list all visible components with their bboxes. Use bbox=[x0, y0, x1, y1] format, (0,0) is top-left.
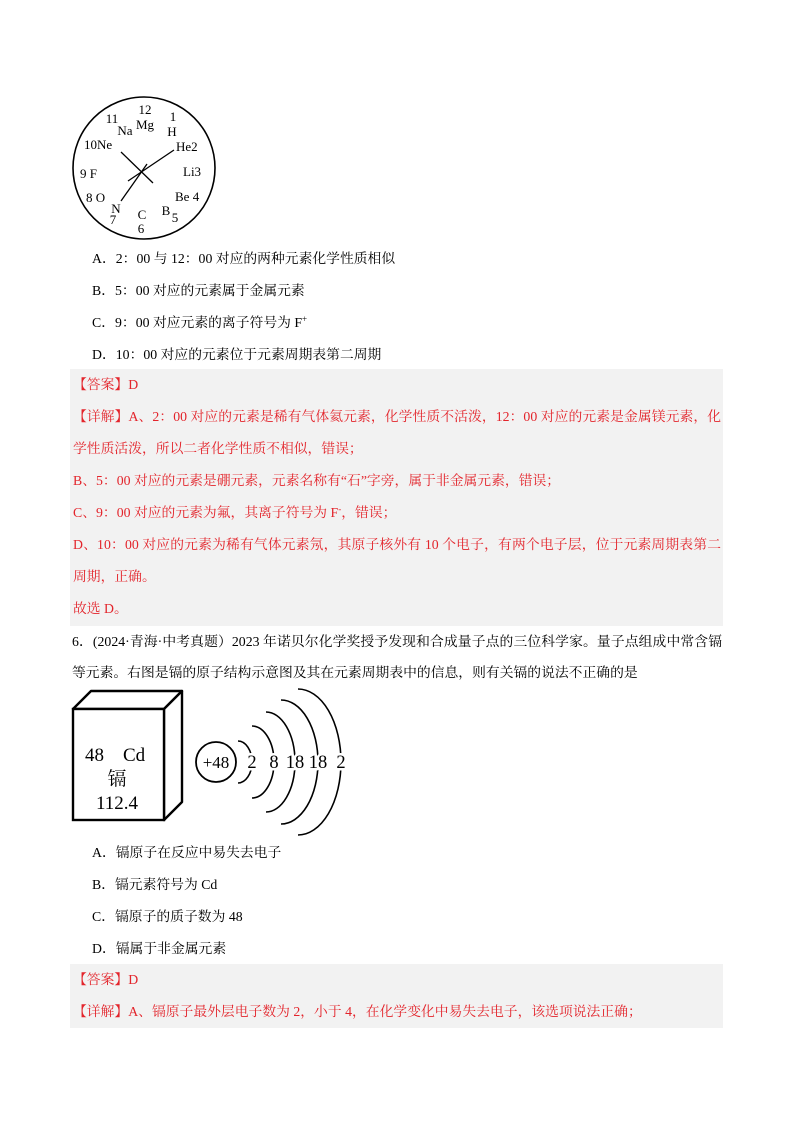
nucleus-charge: +48 bbox=[202, 753, 230, 772]
clock-hand-minute bbox=[121, 164, 147, 201]
q6-options bbox=[92, 837, 712, 965]
detail-text: 故选 D。 bbox=[73, 601, 128, 616]
option-letter: C． bbox=[92, 315, 115, 330]
q5-detail-line bbox=[73, 593, 721, 625]
option-text: 10：00 对应的元素位于元素周期表第二周期 bbox=[115, 347, 382, 362]
ion-charge-superscript: + bbox=[302, 314, 308, 324]
detail-text: A、镉原子最外层电子数为 2，小于 4，在化学变化中易失去电子，该选项说法正确； bbox=[128, 1004, 642, 1019]
q6-option-c bbox=[92, 901, 712, 933]
clock-label-he: He2 bbox=[176, 139, 198, 154]
q5-answer bbox=[73, 369, 721, 401]
q6-option-b bbox=[92, 869, 712, 901]
option-letter: D． bbox=[92, 941, 116, 956]
element-card bbox=[73, 691, 182, 820]
q6-option-a bbox=[92, 837, 712, 869]
answer-label: 【答案】 bbox=[73, 377, 129, 392]
card-side-face bbox=[164, 691, 182, 820]
q6-stem bbox=[72, 626, 722, 688]
shell-electron-count: 18 bbox=[308, 753, 328, 773]
q6-answer bbox=[73, 964, 721, 996]
option-letter: D． bbox=[92, 347, 116, 362]
q5-options bbox=[92, 243, 712, 371]
detail-text: 周期，正确。 bbox=[73, 569, 156, 584]
q6-stem-line: 6．(2024·青海·中考真题）2023 年诺贝尔化学奖授予发现和合成量子点的三位科学家。量子点组成中常含镉 bbox=[72, 634, 722, 649]
clock-label-6: 6 bbox=[137, 221, 145, 236]
element-clock-figure bbox=[66, 92, 226, 246]
clock-label-5: 5 bbox=[171, 210, 179, 225]
atomic-number: 48 bbox=[85, 745, 104, 766]
ion-charge-superscript: - bbox=[338, 504, 342, 514]
clock-label-n: N bbox=[111, 201, 121, 216]
detail-text: D、10：00 对应的元素为稀有气体元素氖，其原子核外有 10 个电子，有两个电子层，位于元素周期表第二 bbox=[73, 537, 721, 552]
detail-label: 【详解】 bbox=[73, 409, 129, 424]
q5-detail-line bbox=[73, 561, 721, 593]
shell-electron-count: 2 bbox=[336, 753, 346, 773]
answer-value: D bbox=[128, 972, 139, 987]
q5-option-b bbox=[92, 275, 712, 307]
q5-detail-line bbox=[73, 401, 721, 433]
detail-text: A、2：00 对应的元素是稀有气体氦元素，化学性质不活泼，12：00 对应的元素是金属镁元素，化 bbox=[128, 409, 721, 424]
clock-label-b: B bbox=[161, 203, 171, 218]
clock-label-11: 11 bbox=[105, 111, 119, 126]
q5-detail-line bbox=[73, 529, 721, 561]
detail-text: ，错误； bbox=[341, 505, 397, 520]
detail-text: B、5：00 对应的元素是硼元素，元素名称有“石”字旁，属于非金属元素，错误； bbox=[73, 473, 561, 488]
option-text: 镉原子在反应中易失去电子 bbox=[115, 845, 282, 860]
shell-electron-count: 8 bbox=[269, 753, 279, 773]
option-text: 镉属于非金属元素 bbox=[115, 941, 227, 956]
option-text: 9：00 对应元素的离子符号为 F bbox=[115, 315, 303, 330]
clock-label-7: 7 bbox=[109, 212, 117, 227]
detail-text: 学性质活泼，所以二者化学性质不相似，错误； bbox=[73, 441, 363, 456]
option-letter: B． bbox=[92, 877, 115, 892]
detail-text: C、9：00 对应的元素为氟，其离子符号为 F bbox=[73, 505, 339, 520]
shell-electron-count: 18 bbox=[285, 753, 305, 773]
option-text: 镉原子的质子数为 48 bbox=[115, 909, 243, 924]
cadmium-figure bbox=[66, 684, 356, 840]
clock-label-1: 1 bbox=[169, 109, 177, 124]
q5-detail-line bbox=[73, 433, 721, 465]
q5-option-a bbox=[92, 243, 712, 275]
option-letter: A． bbox=[92, 251, 116, 266]
q6-answer-box bbox=[70, 964, 723, 1028]
clock-label-h: H bbox=[167, 124, 177, 139]
q6-option-d bbox=[92, 933, 712, 965]
answer-value: D bbox=[128, 377, 139, 392]
clock-label-na: Na bbox=[117, 123, 133, 138]
option-letter: A． bbox=[92, 845, 116, 860]
shell-electron-count: 2 bbox=[247, 753, 257, 773]
element-symbol: Cd bbox=[123, 745, 146, 766]
clock-label-o: 8 O bbox=[86, 190, 106, 205]
q6-detail-line bbox=[73, 996, 721, 1028]
q5-option-d bbox=[92, 339, 712, 371]
clock-label-mg: Mg bbox=[135, 117, 155, 132]
option-letter: B． bbox=[92, 283, 115, 298]
clock-label-li: Li3 bbox=[183, 164, 202, 179]
option-text: 5：00 对应的元素属于金属元素 bbox=[115, 283, 305, 298]
option-text: 镉元素符号为 Cd bbox=[115, 877, 218, 892]
clock-label-be: Be 4 bbox=[175, 189, 200, 204]
q5-detail-line bbox=[73, 465, 721, 497]
atomic-mass: 112.4 bbox=[95, 793, 139, 814]
q5-answer-box bbox=[70, 369, 723, 626]
option-letter: C． bbox=[92, 909, 115, 924]
q5-option-c bbox=[92, 307, 712, 339]
detail-label: 【详解】 bbox=[73, 1004, 129, 1019]
answer-label: 【答案】 bbox=[73, 972, 129, 987]
clock-label-12: 12 bbox=[138, 102, 152, 117]
atomic-structure-diagram bbox=[196, 689, 346, 835]
clock-label-ne: 10Ne bbox=[84, 137, 113, 152]
option-text: 2：00 与 12：00 对应的两种元素化学性质相似 bbox=[115, 251, 396, 266]
q6-stem-line: 等元素。右图是镉的原子结构示意图及其在元素周期表中的信息，则有关镉的说法不正确的是 bbox=[72, 665, 638, 680]
clock-label-f: 9 F bbox=[80, 166, 97, 181]
element-name: 镉 bbox=[107, 769, 127, 790]
clock-label-c: C bbox=[137, 207, 147, 222]
q5-detail-line bbox=[73, 497, 721, 529]
